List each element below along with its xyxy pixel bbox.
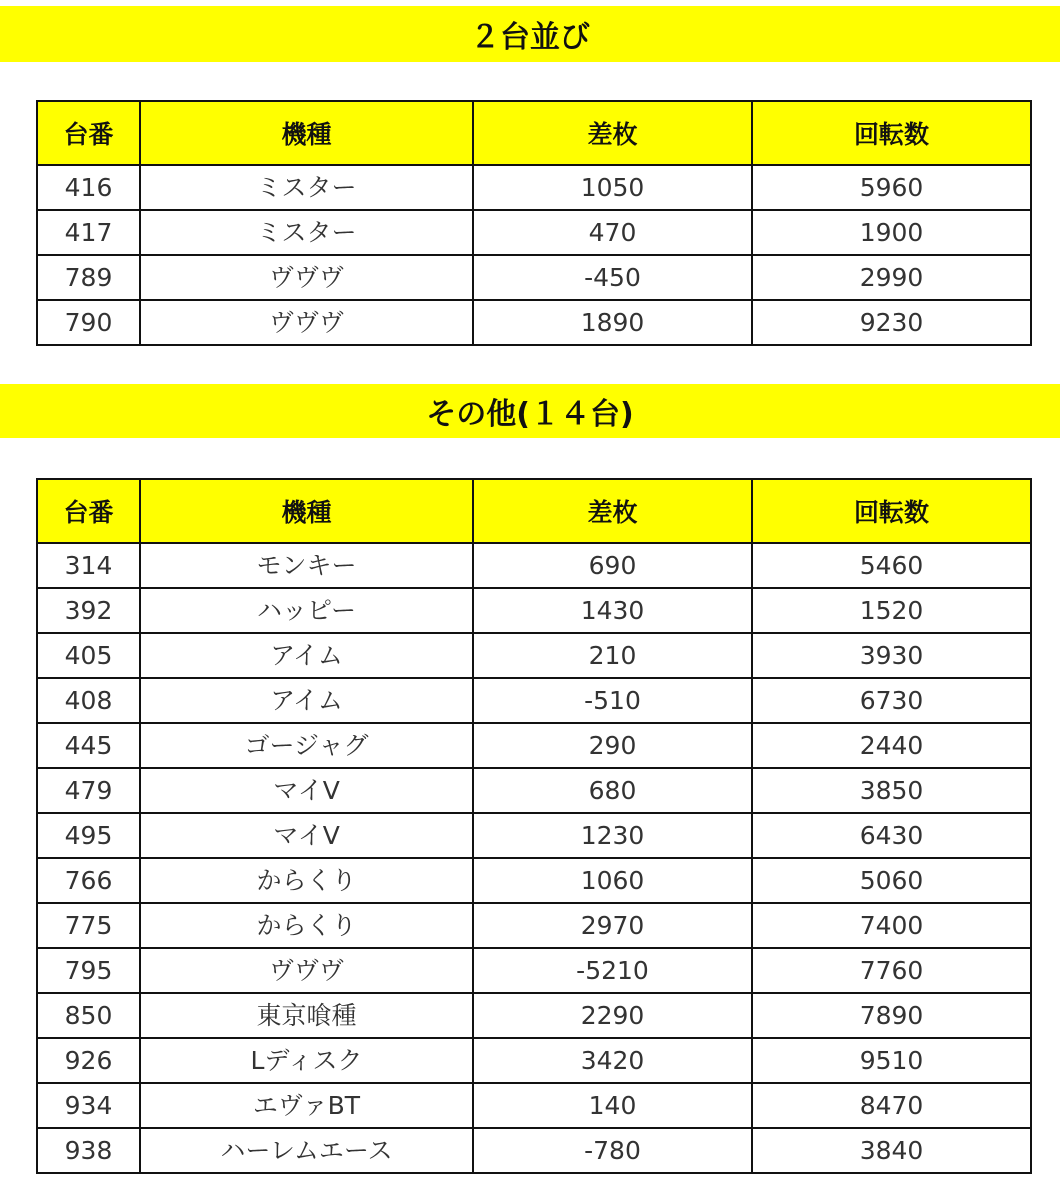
cell-diff-medals: 1050 <box>473 165 752 210</box>
cell-machine-number: 790 <box>37 300 140 345</box>
cell-diff-medals: 3420 <box>473 1038 752 1083</box>
cell-diff-medals: 2290 <box>473 993 752 1038</box>
cell-machine-number: 934 <box>37 1083 140 1128</box>
cell-machine-number: 445 <box>37 723 140 768</box>
cell-spins: 9230 <box>752 300 1031 345</box>
table-row <box>37 633 1031 678</box>
table-2-machines <box>36 100 1032 346</box>
header-machine-number: 台番 <box>37 479 140 543</box>
cell-model: ミスター <box>140 165 473 210</box>
table-row <box>37 300 1031 345</box>
cell-model: アイム <box>140 678 473 723</box>
cell-spins: 2440 <box>752 723 1031 768</box>
cell-spins: 8470 <box>752 1083 1031 1128</box>
cell-diff-medals: -780 <box>473 1128 752 1173</box>
cell-machine-number: 766 <box>37 858 140 903</box>
cell-diff-medals: 690 <box>473 543 752 588</box>
cell-spins: 7400 <box>752 903 1031 948</box>
cell-diff-medals: 290 <box>473 723 752 768</box>
cell-diff-medals: 2970 <box>473 903 752 948</box>
cell-spins: 9510 <box>752 1038 1031 1083</box>
table-row <box>37 813 1031 858</box>
table-row <box>37 948 1031 993</box>
cell-model: ハッピー <box>140 588 473 633</box>
cell-model: 東京喰種 <box>140 993 473 1038</box>
cell-diff-medals: 210 <box>473 633 752 678</box>
cell-model: アイム <box>140 633 473 678</box>
header-model: 機種 <box>140 479 473 543</box>
cell-model: ミスター <box>140 210 473 255</box>
table-row <box>37 723 1031 768</box>
cell-model: ヴヴヴ <box>140 300 473 345</box>
table-row <box>37 1128 1031 1173</box>
section-title-2-machines: ２台並び <box>0 6 1060 62</box>
cell-diff-medals: 1230 <box>473 813 752 858</box>
table-row <box>37 1038 1031 1083</box>
cell-model: ゴージャグ <box>140 723 473 768</box>
cell-diff-medals: 1430 <box>473 588 752 633</box>
cell-model: ヴヴヴ <box>140 255 473 300</box>
cell-diff-medals: 680 <box>473 768 752 813</box>
cell-spins: 5060 <box>752 858 1031 903</box>
table-body <box>37 543 1031 1173</box>
cell-machine-number: 314 <box>37 543 140 588</box>
table-row <box>37 1083 1031 1128</box>
cell-machine-number: 416 <box>37 165 140 210</box>
table-header-row <box>37 101 1031 165</box>
cell-spins: 6730 <box>752 678 1031 723</box>
cell-machine-number: 926 <box>37 1038 140 1083</box>
cell-model: モンキー <box>140 543 473 588</box>
cell-machine-number: 392 <box>37 588 140 633</box>
cell-spins: 5960 <box>752 165 1031 210</box>
table-row <box>37 768 1031 813</box>
cell-spins: 1900 <box>752 210 1031 255</box>
table-row <box>37 255 1031 300</box>
table-row <box>37 210 1031 255</box>
cell-diff-medals: -450 <box>473 255 752 300</box>
cell-spins: 2990 <box>752 255 1031 300</box>
cell-model: Lディスク <box>140 1038 473 1083</box>
cell-spins: 7890 <box>752 993 1031 1038</box>
cell-machine-number: 408 <box>37 678 140 723</box>
cell-model: ヴヴヴ <box>140 948 473 993</box>
cell-model: エヴァBT <box>140 1083 473 1128</box>
cell-model: ハーレムエース <box>140 1128 473 1173</box>
table-row <box>37 858 1031 903</box>
header-spins: 回転数 <box>752 479 1031 543</box>
cell-spins: 3930 <box>752 633 1031 678</box>
header-diff-medals: 差枚 <box>473 101 752 165</box>
cell-machine-number: 417 <box>37 210 140 255</box>
cell-spins: 7760 <box>752 948 1031 993</box>
cell-machine-number: 850 <box>37 993 140 1038</box>
cell-machine-number: 405 <box>37 633 140 678</box>
table-row <box>37 543 1031 588</box>
cell-model: からくり <box>140 858 473 903</box>
cell-model: マイV <box>140 768 473 813</box>
header-model: 機種 <box>140 101 473 165</box>
cell-spins: 3840 <box>752 1128 1031 1173</box>
cell-machine-number: 479 <box>37 768 140 813</box>
cell-diff-medals: 140 <box>473 1083 752 1128</box>
cell-machine-number: 938 <box>37 1128 140 1173</box>
cell-diff-medals: -5210 <box>473 948 752 993</box>
table-row <box>37 903 1031 948</box>
cell-spins: 5460 <box>752 543 1031 588</box>
cell-diff-medals: 1060 <box>473 858 752 903</box>
cell-diff-medals: 1890 <box>473 300 752 345</box>
cell-diff-medals: 470 <box>473 210 752 255</box>
table-body <box>37 165 1031 345</box>
table-row <box>37 588 1031 633</box>
cell-diff-medals: -510 <box>473 678 752 723</box>
table-row <box>37 165 1031 210</box>
section-title-others: その他(１４台) <box>0 384 1060 438</box>
header-machine-number: 台番 <box>37 101 140 165</box>
cell-spins: 3850 <box>752 768 1031 813</box>
cell-model: マイV <box>140 813 473 858</box>
cell-machine-number: 795 <box>37 948 140 993</box>
table-row <box>37 678 1031 723</box>
header-diff-medals: 差枚 <box>473 479 752 543</box>
cell-machine-number: 775 <box>37 903 140 948</box>
cell-spins: 6430 <box>752 813 1031 858</box>
cell-model: からくり <box>140 903 473 948</box>
header-spins: 回転数 <box>752 101 1031 165</box>
cell-machine-number: 495 <box>37 813 140 858</box>
cell-spins: 1520 <box>752 588 1031 633</box>
table-row <box>37 993 1031 1038</box>
cell-machine-number: 789 <box>37 255 140 300</box>
table-header-row <box>37 479 1031 543</box>
table-others <box>36 478 1032 1174</box>
